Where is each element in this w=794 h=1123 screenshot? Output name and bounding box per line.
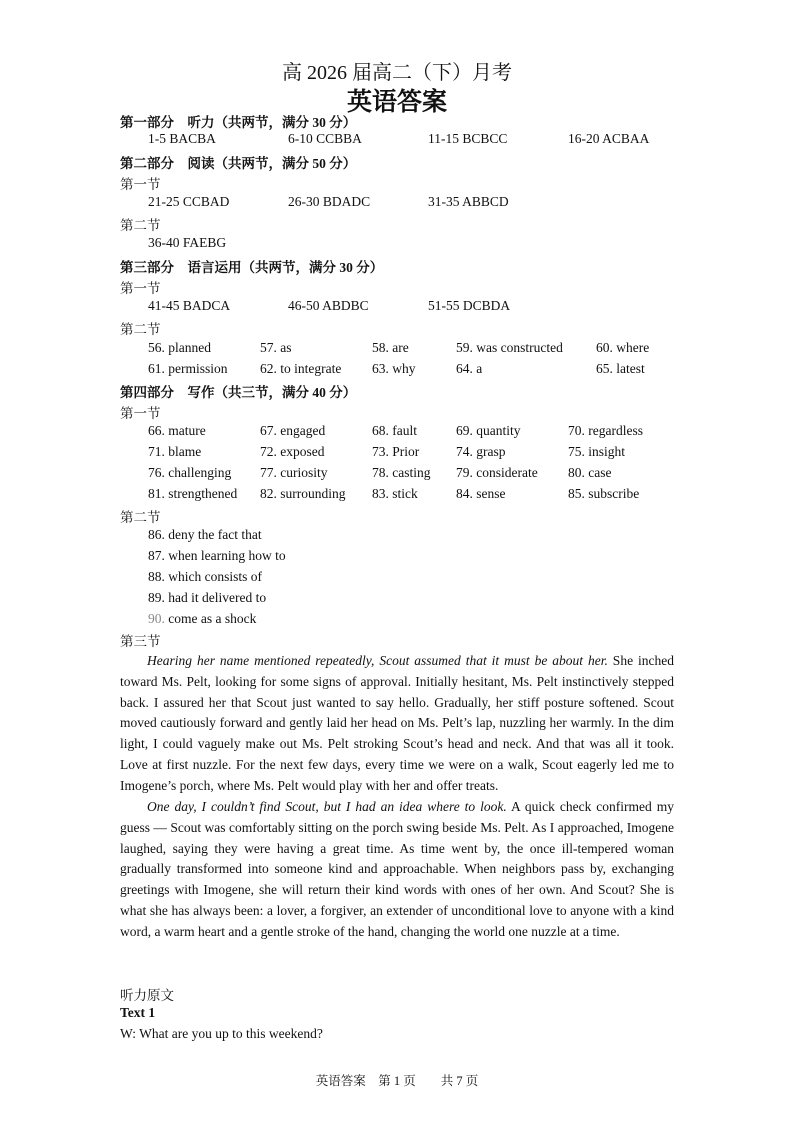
paragraph-body: She inched toward Ms. Pelt, looking for some signs of approval. Initially hesitant, Ms. Pelt instinctively stepped back. I assured her that Scout just wanted to say hello. Gradually, her stiff posture softened. Scout moved cautiously forward and gently laid her head on Ms. Pelt’s lap, nuzzling her warmly. In the dim light, I could vaguely make out Ms. Pelt stroking Scout’s head and neck. And that was all it took. Love at first nuzzle. For the next few days, every time we were on a walk, Scout eagerly led me to Imogene’s porch, where Ms. Pelt would play with her and offer treats. bbox=[120, 653, 674, 793]
answer-item: 84. sense bbox=[456, 486, 506, 501]
answer-item: 60. where bbox=[596, 340, 650, 355]
answer-item: 69. quantity bbox=[456, 423, 521, 438]
answer-item: 67. engaged bbox=[260, 423, 326, 438]
item-text: come as a shock bbox=[168, 611, 257, 626]
answer-group: 16-20 ACBAA bbox=[568, 131, 650, 146]
answer-item bbox=[148, 590, 266, 606]
item-text: had it delivered to bbox=[168, 590, 267, 605]
answer-item: 71. blame bbox=[148, 444, 202, 459]
answer-item: 59. was constructed bbox=[456, 340, 563, 355]
answer-item: 80. case bbox=[568, 465, 612, 480]
answer-item: 85. subscribe bbox=[568, 486, 640, 501]
part3-heading: 第三部分 语言运用（共两节，满分 30 分） bbox=[120, 260, 384, 275]
answer-group: 1-5 BACBA bbox=[148, 131, 216, 146]
answer-group: 31-35 ABBCD bbox=[428, 194, 509, 209]
transcript-line: W: What are you up to this weekend? bbox=[120, 1026, 323, 1041]
answer-group: 11-15 BCBCC bbox=[428, 131, 508, 146]
part2-heading: 第二部分 阅读（共两节，满分 50 分） bbox=[120, 156, 357, 171]
section-label: 第二节 bbox=[120, 510, 161, 525]
answer-item: 82. surrounding bbox=[260, 486, 346, 501]
item-text: deny the fact that bbox=[168, 527, 262, 542]
item-number: 86. bbox=[148, 527, 165, 542]
answer-item: 62. to integrate bbox=[260, 361, 342, 376]
answer-group: 26-30 BDADC bbox=[288, 194, 371, 209]
paragraph-opening: One day, I couldn’t find Scout, but I had an idea where to look. bbox=[147, 799, 507, 814]
answer-item: 56. planned bbox=[148, 340, 211, 355]
page-footer: 英语答案 第 1 页 共 7 页 bbox=[315, 1074, 479, 1088]
item-number: 87. bbox=[148, 548, 165, 563]
section-label: 第二节 bbox=[120, 322, 161, 337]
answer-group: 41-45 BADCA bbox=[148, 298, 231, 313]
part1-heading: 第一部分 听力（共两节，满分 30 分） bbox=[120, 115, 357, 130]
answer-group: 6-10 CCBBA bbox=[288, 131, 362, 146]
section-label: 第一节 bbox=[120, 281, 161, 296]
answer-item: 76. challenging bbox=[148, 465, 232, 480]
answer-item: 61. permission bbox=[148, 361, 228, 376]
item-number: 90. bbox=[148, 611, 165, 626]
exam-subtitle: 高 2026 届高二（下）月考 bbox=[282, 62, 512, 84]
paragraph-body: A quick check confirmed my guess — Scout was comfortably sitting on the porch swing beside Ms. Pelt. As I approached, Imogene laughed, saying they were having a great time. As time went by, the once ill-tempered woman gradually transformed into someone kind and approachable. When neighbors pass by, exchanging greetings with Imogene, she will return their kind words with ones of her own. And Scout? She is what she has always been: a lover, a forgiver, an extender of unconditional love to anyone with a kind word, a warm heart and a gentle stroke of the hand, changing the world one nuzzle at a time. bbox=[120, 799, 674, 939]
answer-item: 64. a bbox=[456, 361, 483, 376]
part4-heading: 第四部分 写作（共三节，满分 40 分） bbox=[120, 385, 357, 400]
page-title: 英语答案 bbox=[346, 89, 447, 116]
answer-item: 81. strengthened bbox=[148, 486, 238, 501]
section-label: 第一节 bbox=[120, 177, 161, 192]
answer-item: 66. mature bbox=[148, 423, 206, 438]
answer-group: 36-40 FAEBG bbox=[148, 235, 227, 250]
paragraph-opening: Hearing her name mentioned repeatedly, Scout assumed that it must be about her. bbox=[147, 653, 608, 668]
text1-title: Text 1 bbox=[120, 1005, 156, 1020]
answer-item: 75. insight bbox=[568, 444, 626, 459]
essay-paragraph-1 bbox=[120, 651, 674, 797]
answer-item: 63. why bbox=[372, 361, 416, 376]
answer-group: 21-25 CCBAD bbox=[148, 194, 230, 209]
answer-item: 58. are bbox=[372, 340, 409, 355]
item-text: when learning how to bbox=[168, 548, 286, 563]
item-number: 89. bbox=[148, 590, 165, 605]
answer-item bbox=[148, 569, 262, 585]
answer-item: 77. curiosity bbox=[260, 465, 328, 480]
essay-paragraph-2 bbox=[120, 797, 674, 943]
answer-item: 73. Prior bbox=[372, 444, 420, 459]
answer-item: 79. considerate bbox=[456, 465, 538, 480]
answer-item: 57. as bbox=[260, 340, 292, 355]
section-label: 第二节 bbox=[120, 218, 161, 233]
answer-item: 83. stick bbox=[372, 486, 418, 501]
answer-group: 51-55 DCBDA bbox=[428, 298, 511, 313]
section-label: 第三节 bbox=[120, 634, 161, 649]
answer-item: 74. grasp bbox=[456, 444, 506, 459]
answer-item bbox=[148, 611, 256, 627]
answer-group: 46-50 ABDBC bbox=[288, 298, 369, 313]
answer-item: 68. fault bbox=[372, 423, 417, 438]
section-label: 第一节 bbox=[120, 406, 161, 421]
transcript-label: 听力原文 bbox=[120, 988, 174, 1003]
answer-item bbox=[148, 527, 262, 543]
item-text: which consists of bbox=[168, 569, 262, 584]
answer-item: 65. latest bbox=[596, 361, 645, 376]
item-number: 88. bbox=[148, 569, 165, 584]
answer-item: 70. regardless bbox=[568, 423, 643, 438]
answer-item: 78. casting bbox=[372, 465, 431, 480]
answer-item: 72. exposed bbox=[260, 444, 325, 459]
answer-item bbox=[148, 548, 286, 564]
